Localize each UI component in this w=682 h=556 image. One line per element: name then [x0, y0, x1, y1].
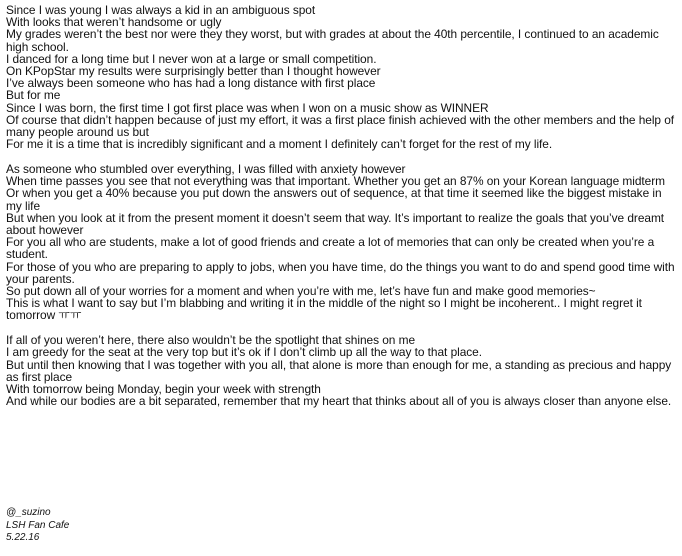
- paragraph-3: [6, 334, 680, 407]
- text-line: For me it is a time that is incredibly significant and a moment I definitely can’t forget for the rest of my life.: [6, 137, 553, 152]
- text-line: Or when you get a 40% because you put down the answers out of sequence, at that time it seemed like the biggest mistake in my life: [6, 186, 662, 213]
- text-line: Since I was born, the first time I got first place was when I won on a music show as WINNER: [6, 100, 489, 115]
- text-line: I’ve always been someone who has had a long distance with first place: [6, 76, 376, 91]
- signature-block: [6, 507, 69, 545]
- text-line: Since I was young I was always a kid in an ambiguous spot: [6, 3, 316, 17]
- translation-text: [6, 4, 680, 407]
- text-line: With tomorrow being Monday, begin your week with strength: [6, 382, 321, 397]
- text-line: So put down all of your worries for a moment and when you’re with me, let’s have fun and make good memories~: [6, 284, 596, 299]
- text-line: I am greedy for the seat at the very top but it’s ok if I don’t climb up all the way to that place.: [6, 345, 482, 360]
- signature-source: LSH Fan Cafe: [6, 519, 70, 531]
- text-line: I danced for a long time but I never won at a large or small competition.: [6, 51, 377, 66]
- text-line: For you all who are students, make a lot of good friends and create a lot of memories that can only be created when you’re a student.: [6, 235, 655, 262]
- paragraph-1: [6, 4, 680, 150]
- text-line: But for me: [6, 88, 61, 103]
- text-line: For those of you who are preparing to apply to jobs, when you have time, do the things you want to do and spend good time with your parents.: [6, 259, 675, 286]
- text-line: But until then knowing that I was together with you all, that alone is more than enough for me, a standing as precious and happy as first place: [6, 357, 672, 384]
- text-line: My grades weren’t the best nor were they they worst, but with grades at about the 40th percentile, I continued to an academic high school.: [6, 27, 659, 54]
- text-line: And while our bodies are a bit separated, remember that my heart that thinks about all of you is always closer than anyone else.: [6, 394, 672, 409]
- paragraph-2: [6, 163, 680, 322]
- text-line: But when you look at it from the present moment it doesn’t seem that way. It’s important to realize the goals that you’ve dreamt about however: [6, 210, 665, 238]
- text-line: As someone who stumbled over everything, I was filled with anxiety however: [6, 162, 406, 177]
- signature-date: 5.22.16: [6, 532, 40, 544]
- text-line: With looks that weren’t handsome or ugly: [6, 15, 222, 30]
- text-line: If all of you weren’t here, there also wouldn’t be the spotlight that shines on me: [6, 333, 416, 348]
- text-line: This is what I want to say but I’m blabbing and writing it in the middle of the night so I might be incoherent.. I might regret it tomorrow ㅠㅠ: [6, 296, 642, 323]
- text-line: On KPopStar my results were surprisingly better than I thought however: [6, 64, 381, 79]
- signature-handle: @_suzino: [6, 507, 51, 518]
- text-line: When time passes you see that not everything was that important. Whether you get an 87% on your Korean language midterm: [6, 174, 665, 189]
- text-line: Of course that didn’t happen because of just my effort, it was a first place finish achieved with the other members and the help of many people around us but: [6, 112, 675, 140]
